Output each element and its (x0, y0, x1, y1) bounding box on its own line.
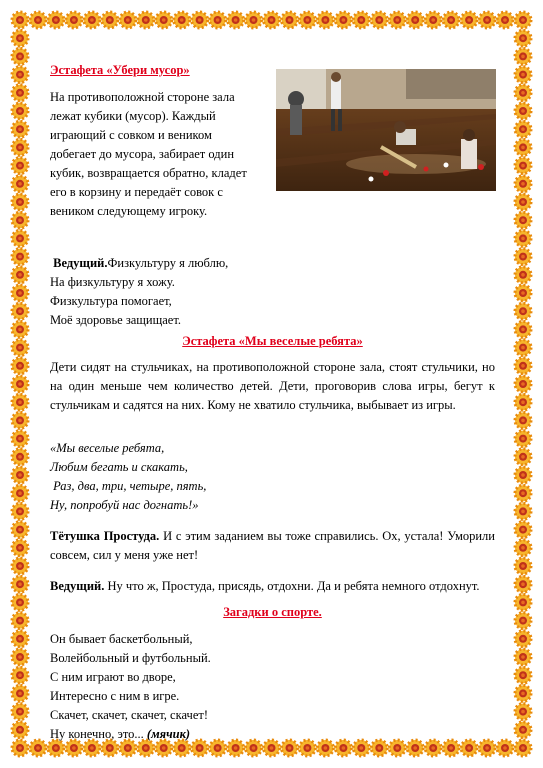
border-flower (12, 85, 28, 101)
border-flower (389, 12, 405, 28)
border-flower (515, 631, 531, 647)
border-flower (515, 558, 531, 574)
border-flower (12, 358, 28, 374)
riddle-line-4: Скачет, скачет, скачет, скачет! (50, 708, 208, 722)
chant-line-2: Раз, два, три, четыре, пять, (50, 479, 207, 493)
border-flower (12, 685, 28, 701)
border-flower (515, 176, 531, 192)
border-flower (515, 412, 531, 428)
border-flower (515, 485, 531, 501)
border-flower (12, 722, 28, 738)
border-flower (515, 139, 531, 155)
chant-section (50, 439, 495, 515)
aunt-speaker: Тётушка Простуда. (50, 529, 160, 543)
gym-photo (276, 69, 496, 191)
border-flower (497, 740, 513, 756)
border-flower (461, 12, 477, 28)
border-flower (515, 649, 531, 665)
border-flower (12, 267, 28, 283)
border-flower (515, 12, 531, 28)
border-flower (515, 540, 531, 556)
border-flower (84, 12, 100, 28)
border-flower (12, 376, 28, 392)
border-flower (515, 449, 531, 465)
border-flower (515, 249, 531, 265)
border-flower (515, 613, 531, 629)
chant-line-3: Ну, попробуй нас догнать!» (50, 498, 199, 512)
border-flower (515, 722, 531, 738)
border-flower (479, 12, 495, 28)
border-flower (12, 503, 28, 519)
border-flower (102, 12, 118, 28)
border-flower (515, 230, 531, 246)
border-flower (264, 12, 280, 28)
border-flower (515, 85, 531, 101)
border-flower (12, 194, 28, 210)
relay2-text: Дети сидят на стульчиках, на противоположной стороне зала, стоят стульчики, но на один меньше чем количество детей. Дети, проговорив слова игры, бегут к стульчикам и садятся на них. Кому не хватило стульчика, выбывает из игры. (50, 360, 495, 412)
border-flower (12, 449, 28, 465)
border-flower (12, 321, 28, 337)
riddle-answer: (мячик) (146, 727, 191, 741)
border-flower (515, 30, 531, 46)
aunt-text: И с этим заданием вы тоже справились. Ох, устала! Уморили совсем, сил у меня уже нет! (50, 529, 495, 562)
border-flower (515, 358, 531, 374)
poem1-speaker: Ведущий. (53, 256, 108, 270)
border-flower (299, 12, 315, 28)
relay2-title: Эстафета «Мы веселые ребята» (182, 334, 363, 348)
border-flower (12, 48, 28, 64)
poem1-line-2: Физкультура помогает, (50, 294, 172, 308)
border-flower (120, 12, 136, 28)
border-flower (515, 267, 531, 283)
gym-photo-image (276, 69, 496, 191)
border-flower (515, 121, 531, 137)
border-flower (228, 12, 244, 28)
border-flower (515, 321, 531, 337)
border-flower (12, 412, 28, 428)
border-flower (12, 394, 28, 410)
relay1-text: На противоположной стороне зала лежат кубики (мусор). Каждый играющий с совком и веником добегает до мусора, забирает один кубик, возвращается обратно, кладет его в корзину и передаёт совок с веником следующему игроку. (50, 90, 247, 218)
border-flower (12, 576, 28, 592)
border-flower (515, 431, 531, 447)
border-flower (515, 394, 531, 410)
border-flower (12, 139, 28, 155)
border-flower (174, 12, 190, 28)
border-flower (12, 285, 28, 301)
border-flower (12, 558, 28, 574)
border-flower (12, 594, 28, 610)
poem1-section (50, 254, 495, 330)
border-flower (12, 103, 28, 119)
border-flower (515, 467, 531, 483)
border-flower (515, 285, 531, 301)
border-flower (515, 522, 531, 538)
chant-line-0: «Мы веселые ребята, (50, 441, 165, 455)
border-flower (138, 12, 154, 28)
border-flower (515, 103, 531, 119)
relay1-title: Эстафета «Убери мусор» (50, 63, 190, 77)
riddle-line-2: С ним играют во дворе, (50, 670, 176, 684)
border-flower (515, 212, 531, 228)
border-flower (12, 740, 28, 756)
border-flower (12, 67, 28, 83)
border-flower (443, 12, 459, 28)
border-flower (515, 158, 531, 174)
document-page (50, 58, 495, 744)
border-flower (12, 667, 28, 683)
border-flower (12, 158, 28, 174)
border-flower (30, 12, 46, 28)
border-flower (515, 303, 531, 319)
border-flower (12, 649, 28, 665)
border-flower (12, 613, 28, 629)
poem1-line-1: На физкультуру я хожу. (50, 275, 175, 289)
aunt-paragraph (50, 527, 495, 565)
border-flower (515, 685, 531, 701)
border-flower (407, 12, 423, 28)
chant-line-1: Любим бегать и скакать, (50, 460, 188, 474)
border-flower (12, 704, 28, 720)
border-flower (156, 12, 172, 28)
border-flower (515, 376, 531, 392)
border-flower (12, 121, 28, 137)
border-flower (12, 467, 28, 483)
riddle-line-3: Интересно с ним в игре. (50, 689, 180, 703)
border-flower (12, 212, 28, 228)
border-flower (48, 12, 64, 28)
border-flower (515, 67, 531, 83)
border-flower (12, 249, 28, 265)
border-flower (12, 303, 28, 319)
riddle-last-line: Ну конечно, это... (мячик) (50, 727, 191, 741)
border-flower (12, 431, 28, 447)
relay1-section (50, 58, 495, 228)
riddles-title: Загадки о спорте. (223, 605, 322, 619)
border-flower (12, 540, 28, 556)
border-flower (210, 12, 226, 28)
border-flower (30, 740, 46, 756)
border-flower (497, 12, 513, 28)
border-flower (515, 667, 531, 683)
border-flower (12, 12, 28, 28)
border-flower (12, 485, 28, 501)
border-flower (282, 12, 298, 28)
riddle-section (50, 630, 495, 744)
border-flower (246, 12, 262, 28)
border-flower (12, 30, 28, 46)
border-flower (515, 503, 531, 519)
border-flower (335, 12, 351, 28)
border-flower (515, 594, 531, 610)
border-flower (515, 704, 531, 720)
border-flower (515, 194, 531, 210)
riddle-line-0: Он бывает баскетбольный, (50, 632, 193, 646)
border-flower (425, 12, 441, 28)
border-flower (12, 522, 28, 538)
border-flower (371, 12, 387, 28)
host-text: Ну что ж, Простуда, присядь, отдохни. Да и ребята немного отдохнут. (104, 579, 480, 593)
border-flower (317, 12, 333, 28)
border-flower (192, 12, 208, 28)
border-flower (12, 230, 28, 246)
host-paragraph (50, 577, 495, 596)
host-speaker: Ведущий. (50, 579, 105, 593)
border-flower (12, 340, 28, 356)
border-flower (12, 631, 28, 647)
border-flower (515, 740, 531, 756)
border-flower (353, 12, 369, 28)
border-flower (515, 576, 531, 592)
border-flower (515, 340, 531, 356)
poem1-line-0: Ведущий.Физкультуру я люблю, (53, 256, 229, 270)
border-flower (515, 48, 531, 64)
border-flower (66, 12, 82, 28)
border-flower (12, 176, 28, 192)
riddle-line-1: Волейбольный и футбольный. (50, 651, 211, 665)
poem1-line-3: Моё здоровье защищает. (50, 313, 181, 327)
